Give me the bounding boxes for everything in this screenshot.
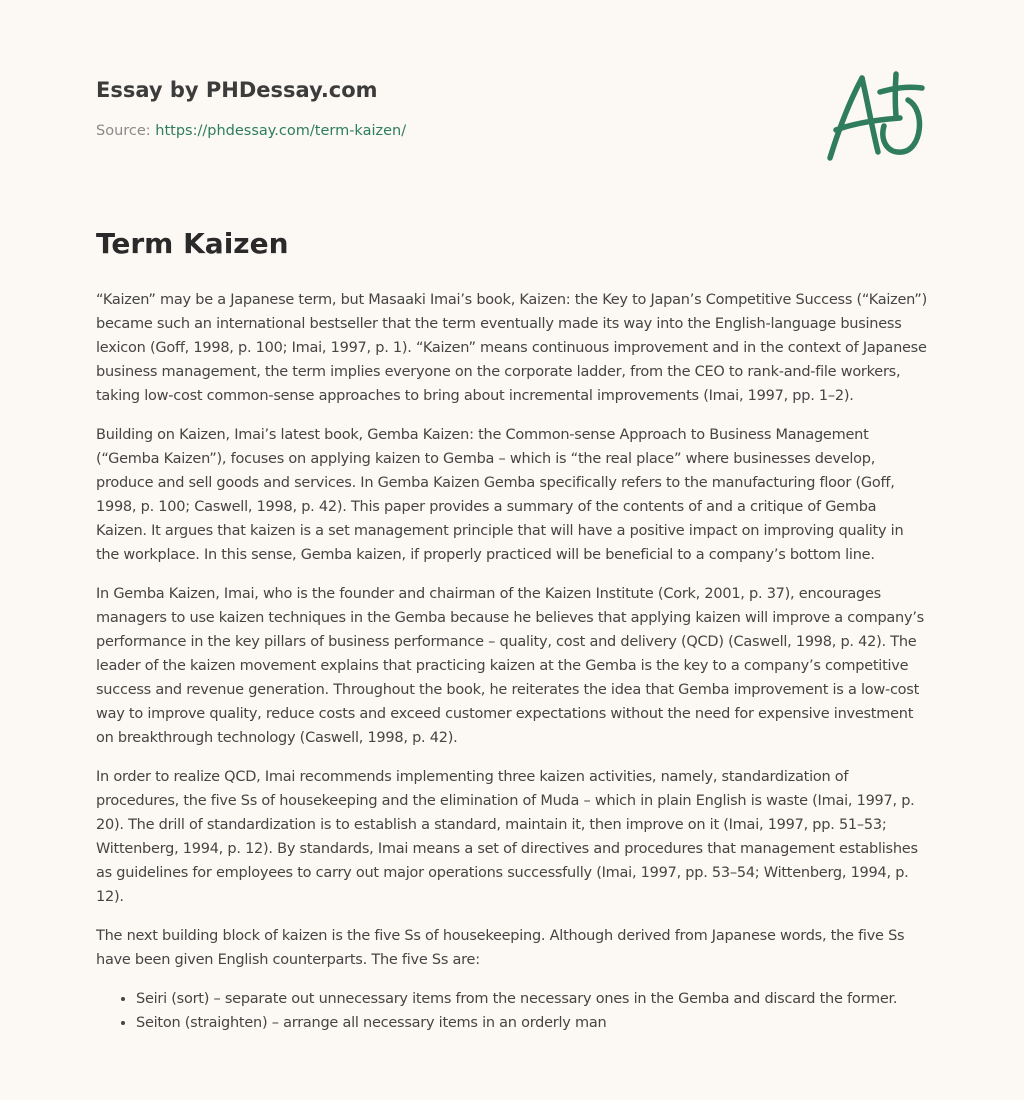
article-title: Term Kaizen xyxy=(96,227,289,260)
article-paragraph: In order to realize QCD, Imai recommends implementing three kaizen activities, namely, standardization of procedures, the five Ss of housekeeping and the elimination of Muda – which in plain English is waste (Imai, 1997, p. 20). The drill of standardization is to establish a standard, maintain it, then improve on it (Imai, 1997, pp. 51–53; Wittenberg, 1994, p. 12). By standards, Imai means a set of directives and procedures that management establishes as guidelines for employees to carry out major operations successfully (Imai, 1997, pp. 53–54; Wittenberg, 1994, p. 12). xyxy=(96,769,918,905)
article-paragraph: “Kaizen” may be a Japanese term, but Masaaki Imai’s book, Kaizen: the Key to Japan’s Competitive Success (“Kaizen”) became such an international bestseller that the term eventually made its way into the English-language business lexicon (Goff, 1998, p. 100; Imai, 1997, p. 1). “Kaizen” means continuous improvement and in the context of Japanese business management, the term implies everyone on the corporate ladder, from the CEO to rank-and-file workers, taking low-cost common-sense approaches to bring about incremental improvements (Imai, 1997, pp. 1–2). xyxy=(96,292,927,404)
list-item: • Seiri (sort) – separate out unnecessary items from the necessary ones in the Gemba and discard the former. xyxy=(136,987,930,1011)
article-paragraph: In Gemba Kaizen, Imai, who is the founder and chairman of the Kaizen Institute (Cork, 2001, p. 37), encourages managers to use kaizen techniques in the Gemba because he believes that applying kaizen will improve a company’s performance in the key pillars of business performance – quality, cost and delivery (QCD) (Caswell, 1998, p. 42). The leader of the kaizen movement explains that practicing kaizen at the Gemba is the key to a company’s competitive success and revenue generation. Throughout the book, he reiterates the idea that Gemba improvement is a low-cost way to improve quality, reduce costs and exceed customer expectations without the need for expensive investment on breakthrough technology (Caswell, 1998, p. 42). xyxy=(96,586,924,746)
article-paragraph: The next building block of kaizen is the five Ss of housekeeping. Although derived from Japanese words, the five Ss have been given English counterparts. The five Ss are: xyxy=(96,928,905,968)
article-paragraph: Building on Kaizen, Imai’s latest book, Gemba Kaizen: the Common-sense Approach to Business Management (“Gemba Kaizen”), focuses on applying kaizen to Gemba – which is “the real place” where businesses develop, produce and sell goods and services. In Gemba Kaizen Gemba specifically refers to the manufacturing floor (Goff, 1998, p. 100; Caswell, 1998, p. 42). This paper provides a summary of the contents of and a critique of Gemba Kaizen. It argues that kaizen is a set management principle that will have a positive impact on improving quality in the workplace. In this sense, Gemba kaizen, if properly practiced will be beneficial to a company’s bottom line. xyxy=(96,427,904,563)
list-item: • Seiton (straighten) – arrange all necessary items in an orderly man xyxy=(136,1011,930,1035)
site-title: Essay by PHDessay.com xyxy=(96,78,378,102)
site-header xyxy=(96,76,796,141)
source-link[interactable]: https://phdessay.com/term-kaizen/ xyxy=(155,123,407,139)
five-s-list xyxy=(96,987,930,1035)
source-label: Source: xyxy=(96,123,156,139)
article xyxy=(96,224,930,1035)
source-line xyxy=(96,121,796,141)
a-plus-logo-icon xyxy=(822,66,930,166)
